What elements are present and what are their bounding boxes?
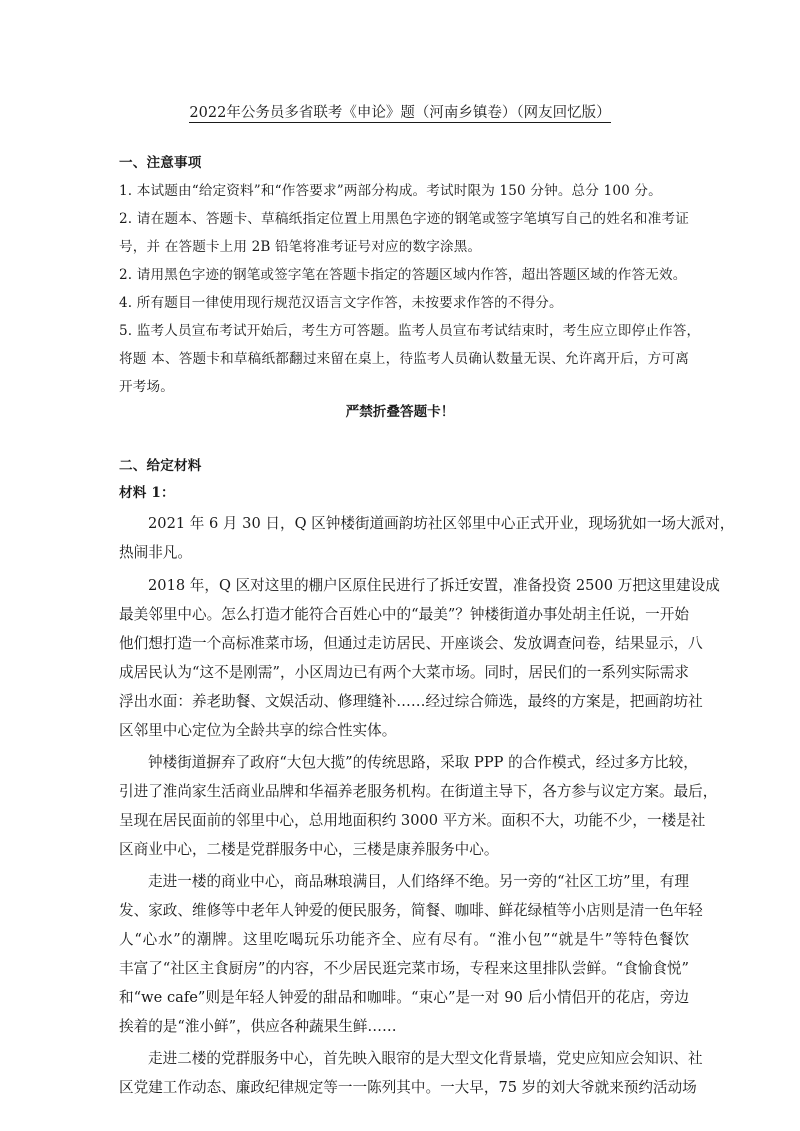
notice-line: 4. 所有题目一律使用现行规范汉语言文字作答，未按要求作答的不得分。 — [119, 295, 563, 311]
notice-line: 1. 本试题由“给定资料”和“作答要求”两部分构成。考试时限为 150 分钟。总分 100 分。 — [119, 183, 662, 199]
document-title: 2022年公务员多省联考《申论》题（河南乡镇卷）（网友回忆版） — [189, 105, 611, 121]
notice-line: 2. 请在题本、答题卡、草稿纸指定位置上用黑色字迹的钢笔或签字笔填写自己的姓名和准考证 — [119, 211, 689, 227]
material-line: 2021 年 6 月 30 日，Q 区钟楼街道画韵坊社区邻里中心正式开业，现场犹如一场大派对， — [148, 515, 735, 532]
material-line: 呈现在居民面前的邻里中心，总用地面积约 3000 平方米。面积不大，功能不少，一楼是社 — [119, 812, 706, 829]
material-line: 区邻里中心定位为全龄共享的综合性实体。 — [119, 722, 397, 739]
material-line: 和“we cafe”则是年轻人钟爱的甜品和咖啡。“束心”是一对 90 后小情侣开的花店，旁边 — [119, 989, 689, 1006]
material-line: 引进了淮尚家生活商业品牌和华福养老服务机构。在街道主导下，各方参与议定方案。最后， — [119, 783, 718, 800]
material-line: 最美邻里中心。怎么打造才能符合百姓心中的“最美”？钟楼街道办事处胡主任说，一开始 — [119, 606, 689, 623]
material-line: 2018 年，Q 区对这里的棚户区原住民进行了拆迁安置，准备投资 2500 万把这里建设成 — [148, 577, 720, 594]
notice-line: 2. 请用黑色字迹的钢笔或签字笔在答题卡指定的答题区域内作答，超出答题区域的作答无效。 — [119, 267, 687, 283]
material-line: 人“心水”的潮牌。这里吃喝玩乐功能齐全、应有尽有。“淮小包”“就是牛”等特色餐饮 — [119, 931, 689, 948]
material-line: 走进一楼的商业中心，商品琳琅满目，人们络绎不绝。另一旁的“社区工坊”里，有理 — [148, 873, 689, 890]
material-line: 热闹非凡。 — [119, 544, 192, 561]
material-line: 挨着的是“淮小鲜”，供应各种蔬果生鲜…… — [119, 1018, 397, 1035]
notice-line: 开考场。 — [119, 379, 174, 395]
notice-line: 5. 监考人员宣布考试开始后，考生方可答题。监考人员宣布考试结束时，考生应立即停止作答， — [119, 323, 701, 339]
material-line: 区党建工作动态、廉政纪律规定等一一陈列其中。一大早，75 岁的刘大爷就来预约活动场 — [119, 1079, 697, 1096]
material-line: 钟楼街道摒弃了政府“大包大揽”的传统思路，采取 PPP 的合作模式，经过多方比较， — [148, 754, 698, 771]
material-line: 走进二楼的党群服务中心，首先映入眼帘的是大型文化背景墙，党史应知应会知识、社 — [148, 1050, 703, 1067]
material-line: 区商业中心，二楼是党群服务中心，三楼是康养服务中心。 — [119, 841, 499, 858]
notice-line: 号，并 在答题卡上用 2B 铅笔将准考证号对应的数字涂黑。 — [119, 239, 482, 255]
notice-line: 将题 本、答题卡和草稿纸都翻过来留在桌上，待监考人员确认数量无误、允许离开后，方可离 — [119, 351, 689, 367]
section-heading-materials: 二、给定材料 — [119, 458, 202, 474]
material-line: 丰富了“社区主食厨房”的内容，不少居民逛完菜市场，专程来这里排队尝鲜。“食愉食悦” — [119, 960, 689, 977]
material-line: 他们想打造一个高标准菜市场，但通过走访居民、开座谈会、发放调查问卷，结果显示，八 — [119, 635, 703, 652]
warning-text: 严禁折叠答题卡！ — [345, 404, 455, 420]
material-label: 材料 1： — [119, 485, 175, 501]
section-heading-notice: 一、注意事项 — [119, 155, 202, 171]
material-line: 发、家政、维修等中老年人钟爱的便民服务，简餐、咖啡、鲜花绿植等小店则是清一色年轻 — [119, 902, 703, 919]
material-line: 成居民认为“这不是刚需”，小区周边已有两个大菜市场。同时，居民们的一系列实际需求 — [119, 664, 689, 681]
material-line: 浮出水面：养老助餐、文娱活动、修理缝补……经过综合筛选，最终的方案是，把画韵坊社 — [119, 693, 703, 710]
